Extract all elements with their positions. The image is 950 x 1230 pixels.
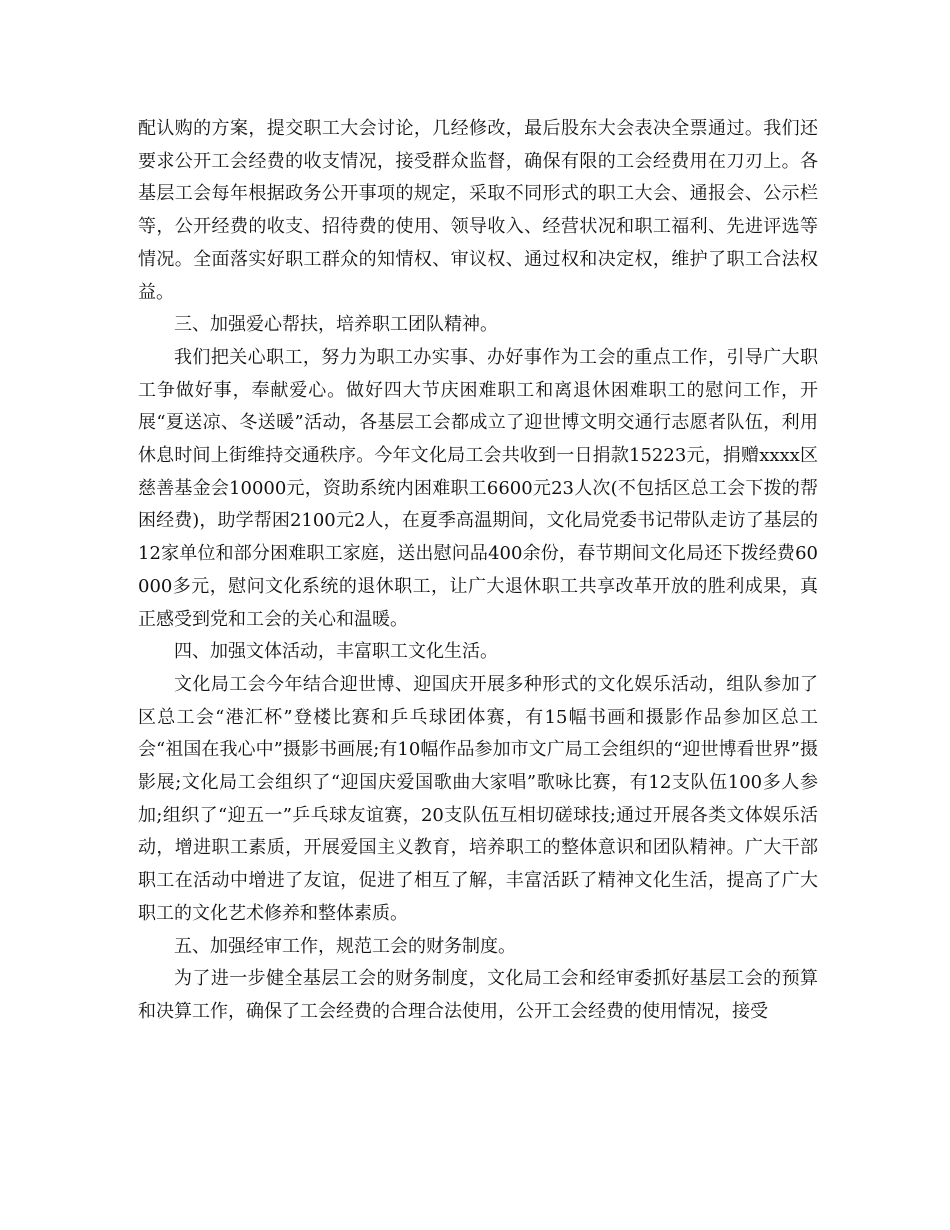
section-heading-3: 三、加强爱心帮扶，培养职工团队精神。 <box>174 314 498 336</box>
section-heading-4: 四、加强文体活动，丰富职工文化生活。 <box>174 641 498 663</box>
paragraph-caring-assistance: 我们把关心职工，努力为职工办实事、办好事作为工会的重点工作，引导广大职工争做好事，奉献爱心。做好四大节庆困难职工和离退休困难职工的慰问工作，开展“夏送凉、冬送暖”活动，各基层工会都成立了迎世博文明交通行志愿者队伍，利用休息时间上街维持交通秩序。今年文化局工会共收到一日捐款15223元，捐赠xxxx区慈善基金会10000元，资助系统内困难职工6600元23人次(不包括区总工会下拨的帮困经费)，助学帮困2100元2人，在夏季高温期间，文化局党委书记带队走访了基层的12家单位和部分困难职工家庭，送出慰问品400余份，春节期间文化局还下拨经费60000多元，慰问文化系统的退休职工，让广大退休职工共享改革开放的胜利成果，真正感受到党和工会的关心和温暖。 <box>138 346 818 630</box>
document-body <box>138 113 818 1029</box>
section-heading-5: 五、加强经审工作，规范工会的财务制度。 <box>174 935 516 957</box>
paragraph-audit-work: 为了进一步健全基层工会的财务制度，文化局工会和经审委抓好基层工会的预算和决算工作，确保了工会经费的合理合法使用，公开工会经费的使用情况，接受 <box>138 968 818 1022</box>
paragraph-union-funds-disclosure: 配认购的方案，提交职工大会讨论，几经修改，最后股东大会表决全票通过。我们还要求公开工会经费的收支情况，接受群众监督，确保有限的工会经费用在刀刃上。各基层工会每年根据政务公开事项的规定，采取不同形式的职工大会、通报会、公示栏等，公开经费的收支、招待费的使用、领导收入、经营状况和职工福利、先进评选等情况。全面落实好职工群众的知情权、审议权、通过权和决定权，维护了职工合法权益。 <box>138 118 818 303</box>
paragraph-cultural-activities: 文化局工会今年结合迎世博、迎国庆开展多种形式的文化娱乐活动，组队参加了区总工会“港汇杯”登楼比赛和乒乓球团体赛，有15幅书画和摄影作品参加区总工会“祖国在我心中”摄影书画展;有10幅作品参加市文广局工会组织的“迎世博看世界”摄影展;文化局工会组织了“迎国庆爱国歌曲大家唱”歌咏比赛，有12支队伍100多人参加;组织了“迎五一”乒乓球友谊赛，20支队伍互相切磋球技;通过开展各类文体娱乐活动，增进职工素质，开展爱国主义教育，培养职工的整体意识和团队精神。广大干部职工在活动中增进了友谊，促进了相互了解，丰富活跃了精神文化生活，提高了广大职工的文化艺术修养和整体素质。 <box>138 673 818 924</box>
